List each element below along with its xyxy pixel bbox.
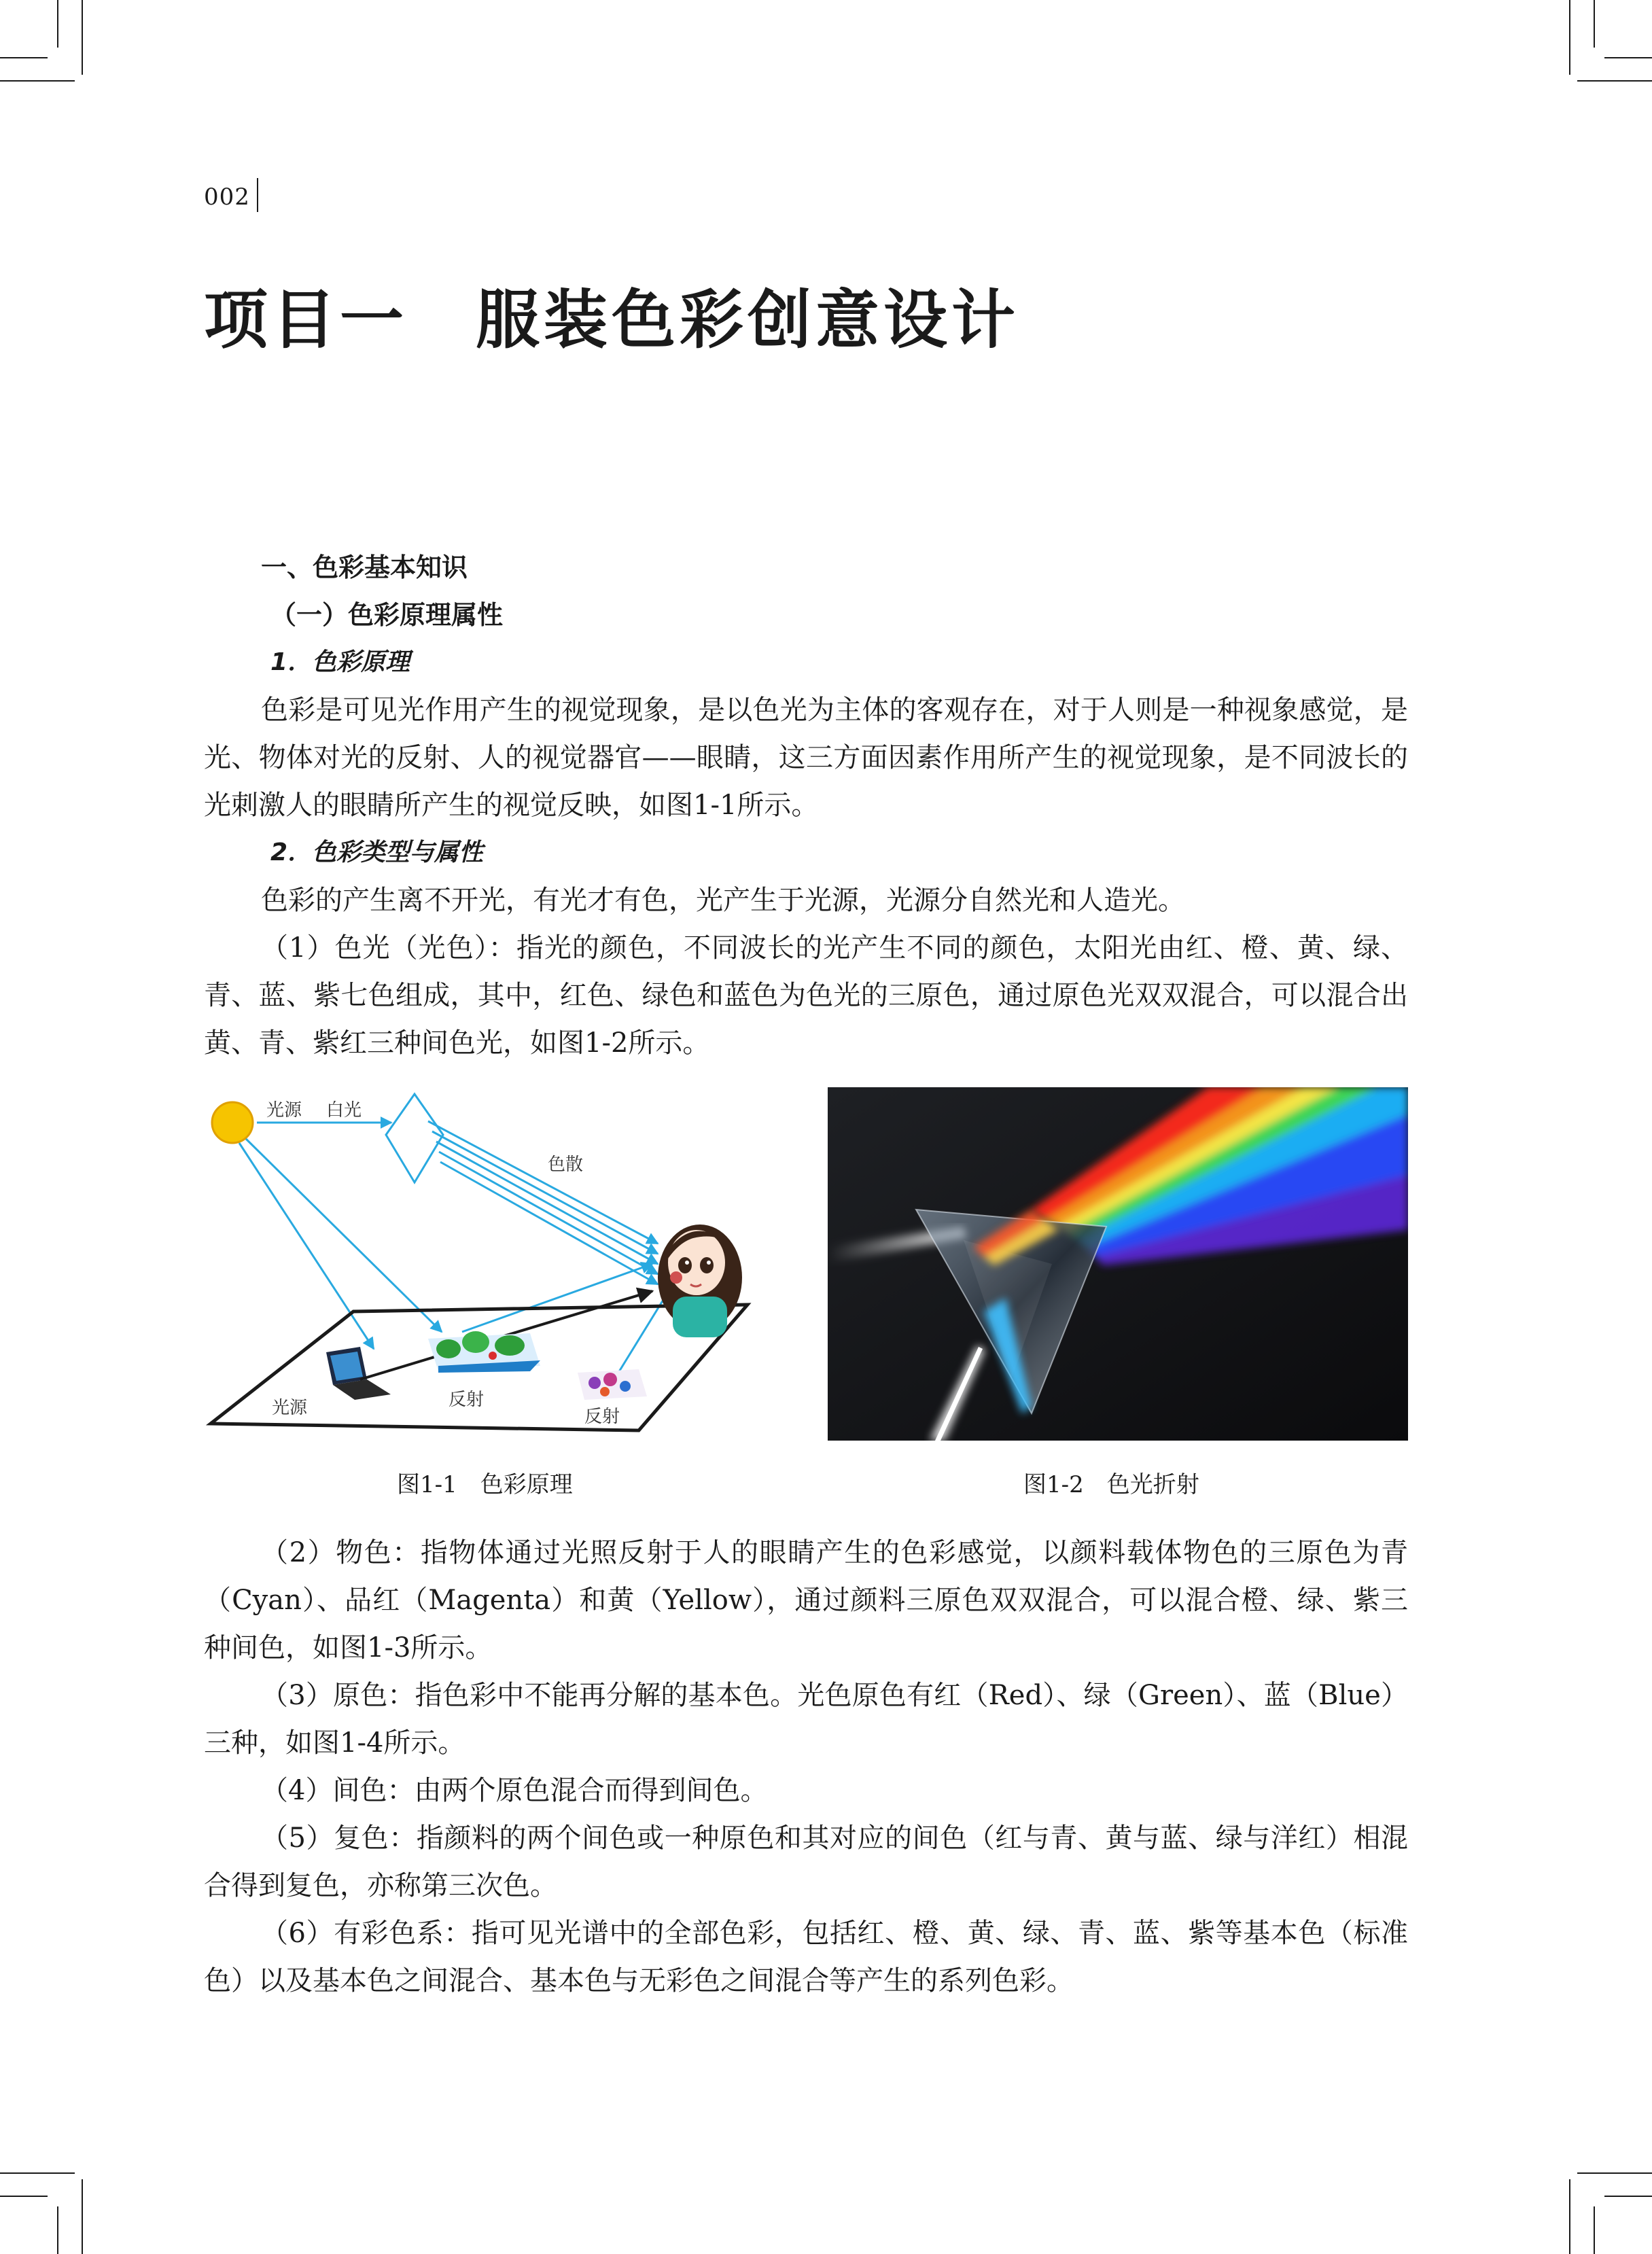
- crop-mark: [82, 0, 83, 75]
- paragraph: 色彩的产生离不开光，有光才有色，光产生于光源，光源分自然光和人造光。: [261, 885, 1185, 916]
- figure-caption: 图1-2 色光折射: [1023, 1471, 1199, 1498]
- crop-mark: [0, 80, 75, 82]
- label-light-source: 光源: [266, 1100, 302, 1121]
- label-reflect-2: 反射: [584, 1407, 620, 1427]
- crop-mark: [82, 2179, 83, 2254]
- paragraph: （4）间色：由两个原色混合而得到间色。: [261, 1775, 768, 1806]
- crop-mark: [0, 2172, 75, 2174]
- main-content: [204, 544, 1408, 2005]
- topic-heading: 1．色彩原理: [270, 648, 410, 676]
- prism-icon: [386, 1094, 443, 1182]
- figures-row: [204, 1080, 1408, 1529]
- crop-mark: [1577, 80, 1652, 82]
- crop-mark: [0, 2196, 48, 2197]
- prism-refraction-photo: [828, 1087, 1408, 1441]
- paragraph: （3）原色：指色彩中不能再分解的基本色。光色原色有红（Red）、绿（Green）、蓝（Blue）三种，如图1-4所示。: [204, 1680, 1408, 1759]
- crop-mark: [1604, 57, 1652, 58]
- crop-mark: [1569, 0, 1570, 75]
- label-dispersion: 色散: [548, 1155, 584, 1175]
- page-number: 002: [204, 183, 250, 211]
- paragraph: （5）复色：指颜料的两个间色或一种原色和其对应的间色（红与青、黄与蓝、绿与洋红）相混合得到复色，亦称第三次色。: [204, 1822, 1408, 1901]
- crop-mark: [57, 0, 58, 48]
- label-white-light: 白光: [326, 1100, 362, 1121]
- subsection-heading: （一）色彩原理属性: [270, 600, 504, 630]
- crop-mark: [1569, 2179, 1570, 2254]
- topic-heading: 2．色彩类型与属性: [270, 839, 484, 866]
- paragraph: （6）有彩色系：指可见光谱中的全部色彩，包括红、橙、黄、绿、青、蓝、紫等基本色（标准色）以及基本色之间混合、基本色与无彩色之间混合等产生的系列色彩。: [204, 1918, 1408, 1996]
- figure-caption: 图1-1 色彩原理: [397, 1471, 573, 1498]
- crop-mark: [0, 57, 48, 58]
- flower-picture-icon: [578, 1369, 647, 1400]
- label-reflect-1: 反射: [449, 1390, 485, 1410]
- crop-mark: [1577, 2172, 1652, 2174]
- paragraph: （1）色光（光色）：指光的颜色，不同波长的光产生不同的颜色，太阳光由红、橙、黄、绿、青、蓝、紫七色组成，其中，红色、绿色和蓝色为色光的三原色，通过原色光双双混合，可以混合出黄、青、紫红三种间色光，如图1-2所示。: [204, 932, 1408, 1059]
- crop-mark: [1604, 2196, 1652, 2197]
- crop-mark: [1594, 2206, 1595, 2254]
- paragraph: 色彩是可见光作用产生的视觉现象，是以色光为主体的客观存在，对于人则是一种视象感觉，是光、物体对光的反射、人的视觉器官——眼睛，这三方面因素作用所产生的视觉现象，是不同波长的光刺激人的眼睛所产生的视觉反映，如图1-1所示。: [204, 694, 1408, 821]
- girl-avatar-icon: [658, 1225, 742, 1337]
- page-number-rule: [257, 178, 258, 212]
- sun-icon: [212, 1102, 253, 1143]
- color-principle-diagram: [204, 1080, 754, 1447]
- crop-mark: [1594, 0, 1595, 48]
- label-source-bottom: 光源: [272, 1398, 308, 1418]
- crop-mark: [57, 2206, 58, 2254]
- landscape-picture-icon: [428, 1331, 540, 1373]
- section-heading: 一、色彩基本知识: [261, 552, 468, 582]
- paragraph: （2）物色：指物体通过光照反射于人的眼睛产生的色彩感觉，以颜料载体物色的三原色为青（Cyan）、品红（Magenta）和黄（Yellow），通过颜料三原色双双混合，可以混合橙、绿、紫三种间色，如图1-3所示。: [204, 1537, 1408, 1663]
- chapter-title: 项目一 服装色彩创意设计: [204, 283, 1020, 357]
